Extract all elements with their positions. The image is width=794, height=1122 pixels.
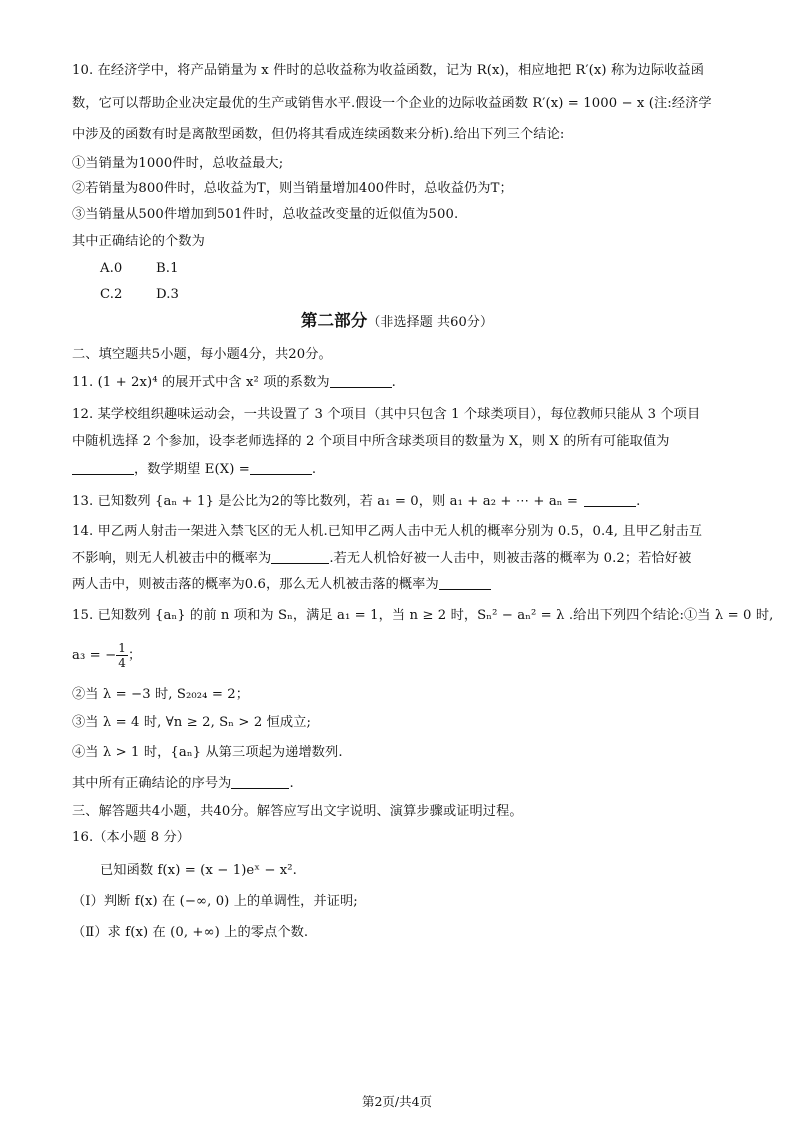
q10-line-1: 10. 在经济学中，将产品销量为 x 件时的总收益称为收益函数，记为 R(x)，相应地把 R′(x) 称为边际收益函 bbox=[72, 63, 704, 78]
q15-conclusion-3: ③当 λ = 4 时, ∀n ≥ 2, Sₙ > 2 恒成立; bbox=[72, 715, 312, 730]
q14-line-3-text: 两人击中，则被击落的概率为0.6，那么无人机被击落的概率为 bbox=[72, 577, 439, 592]
q16-part-2: （Ⅱ）求 f(x) 在 (0, +∞) 上的零点个数. bbox=[72, 925, 309, 940]
page-number: 第2页/共4页 bbox=[361, 1094, 433, 1109]
q15-conclusion-4: ④当 λ > 1 时，{aₙ} 从第三项起为递增数列. bbox=[72, 745, 343, 760]
q15-fraction bbox=[116, 641, 128, 670]
q11-answer-blank bbox=[330, 374, 392, 388]
q15-conclusion-2: ②当 λ = −3 时, S₂₀₂₄ = 2； bbox=[72, 687, 250, 702]
q12-blank-expectation bbox=[250, 461, 312, 475]
q14-line-2-start: 不影响，则无人机被击中的概率为 bbox=[72, 551, 272, 566]
q12-line-2: 中随机选择 2 个参加，设李老师选择的 2 个项目中所含球类项目的数量为 X，则 X 的所有可能取值为 bbox=[72, 434, 670, 449]
q11 bbox=[72, 374, 396, 392]
q10-conclusion-3: ③当销量从500件增加到501件时，总收益改变量的近似值为500. bbox=[72, 207, 459, 222]
q10-option-b: B.1 bbox=[156, 261, 179, 276]
q10-options-row-2 bbox=[100, 286, 212, 304]
q15-question-text: 其中所有正确结论的序号为 bbox=[72, 776, 232, 791]
q12-expectation-text: ，数学期望 E(X) = bbox=[134, 462, 250, 477]
q12-period: . bbox=[311, 462, 317, 477]
section-three-instructions: 三、解答题共4小题，共40分。解答应写出文字说明、演算步骤或证明过程。 bbox=[72, 804, 523, 819]
q14-blank-downed bbox=[439, 576, 491, 590]
q10-line-2: 数，它可以帮助企业决定最优的生产或销售水平.假设一个企业的边际收益函数 R′(x) = 1000 − x (注:经济学 bbox=[72, 96, 712, 111]
q15-period: . bbox=[289, 776, 294, 791]
part-two-heading bbox=[0, 312, 794, 332]
q15-line-1: 15. 已知数列 {aₙ} 的前 n 项和为 Sₙ，满足 a₁ = 1，当 n ≥ 2 时，Sₙ² − aₙ² = λ .给出下列四个结论:①当 λ = 0 时, bbox=[72, 608, 774, 623]
q10-option-a: A.0 bbox=[100, 261, 123, 276]
q12-line-1: 12. 某学校组织趣味运动会，一共设置了 3 个项目（其中只包含 1 个球类项目），每位教师只能从 3 个项目 bbox=[72, 407, 701, 422]
q14-line-3 bbox=[72, 576, 491, 594]
q10-options-row-1 bbox=[100, 260, 212, 278]
q12-blank-values bbox=[72, 461, 134, 475]
q14-blank-hit bbox=[271, 550, 329, 564]
q10-line-3: 中涉及的函数有时是离散型函数，但仍将其看成连续函数来分析).给出下列三个结论: bbox=[72, 127, 565, 142]
q12-line-3 bbox=[72, 461, 316, 479]
q13 bbox=[72, 493, 640, 511]
q16-heading: 16.（本小题 8 分） bbox=[72, 830, 191, 845]
q14-line-1: 14. 甲乙两人射击一架进入禁飞区的无人机.已知甲乙两人击中无人机的概率分别为 0.5，0.4, 且甲乙射击互 bbox=[72, 524, 703, 539]
q10-question: 其中正确结论的个数为 bbox=[72, 234, 205, 249]
q10-option-c: C.2 bbox=[100, 287, 123, 302]
q15-question bbox=[72, 775, 294, 793]
q10-conclusion-2: ②若销量为800件时，总收益为T，则当销量增加400件时，总收益仍为T； bbox=[72, 181, 513, 196]
q13-period: . bbox=[636, 494, 641, 509]
q13-text: 13. 已知数列 {aₙ + 1} 是公比为2的等比数列，若 a₁ = 0，则 a₁ + a₂ + ⋯ + aₙ = bbox=[72, 494, 579, 509]
q11-period: . bbox=[391, 375, 396, 390]
section-two-instructions: 二、填空题共5小题，每小题4分，共20分。 bbox=[72, 347, 332, 362]
q15-fraction-numerator: 1 bbox=[118, 641, 126, 655]
part-two-title: 第二部分 bbox=[300, 311, 368, 330]
q16-part-1: （Ⅰ）判断 f(x) 在 (−∞, 0) 上的单调性，并证明; bbox=[72, 894, 358, 909]
q14-line-2-end: .若无人机恰好被一人击中，则被击落的概率为 0.2；若恰好被 bbox=[329, 551, 692, 566]
q10-option-d: D.3 bbox=[156, 287, 179, 302]
part-two-note: （非选择题 共60分） bbox=[367, 315, 494, 330]
q13-answer-blank bbox=[584, 493, 636, 507]
q16-given: 已知函数 f(x) = (x − 1)eˣ − x². bbox=[100, 863, 297, 878]
q15-a3 bbox=[72, 641, 141, 670]
q10-conclusion-1: ①当销量为1000件时，总收益最大; bbox=[72, 156, 284, 171]
q15-fraction-denominator: 4 bbox=[118, 656, 126, 670]
q15-answer-blank bbox=[231, 775, 289, 789]
q11-text: 11. (1 + 2x)⁴ 的展开式中含 x² 项的系数为 bbox=[72, 375, 330, 390]
q15-semicolon: ； bbox=[127, 648, 142, 663]
q15-a3-text: a₃ = − bbox=[72, 648, 117, 663]
q14-line-2 bbox=[72, 550, 691, 568]
